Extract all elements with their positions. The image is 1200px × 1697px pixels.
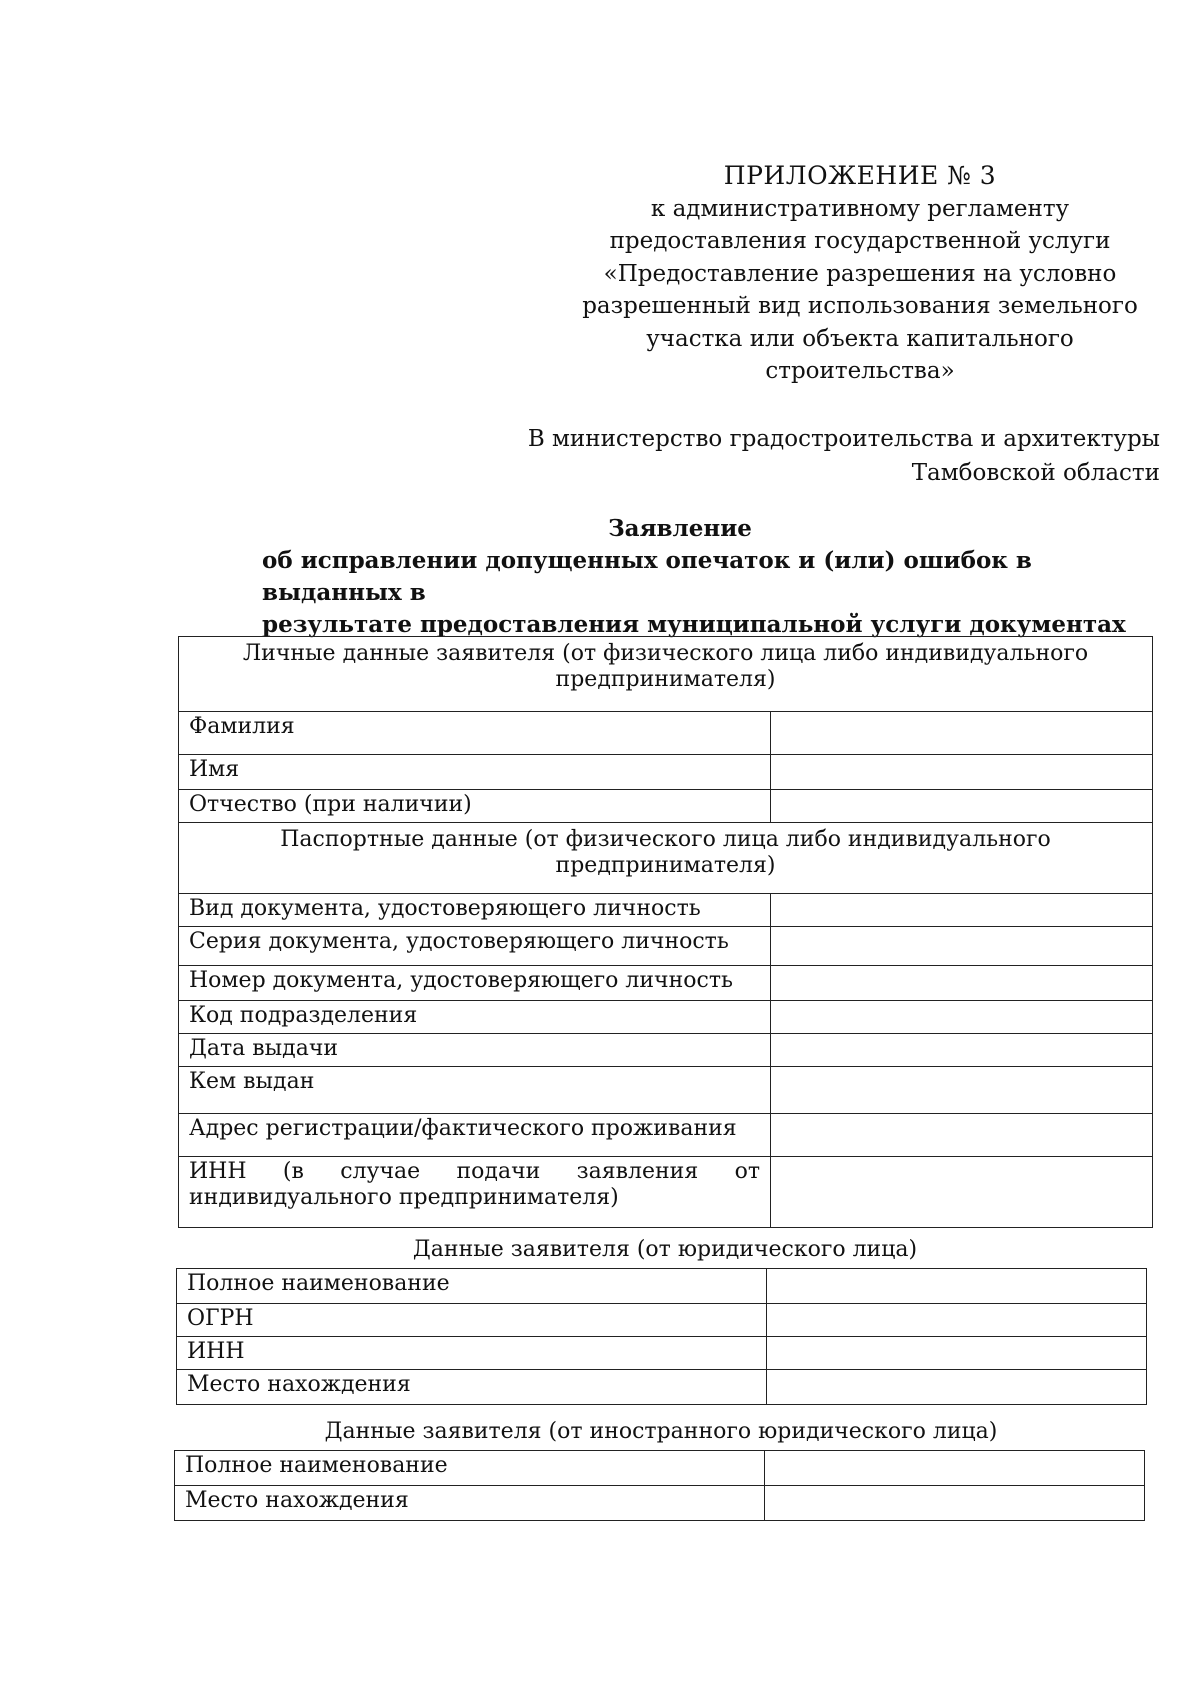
field-value-address[interactable] bbox=[771, 1114, 1153, 1157]
appendix-line: разрешенный вид использования земельного bbox=[582, 293, 1138, 319]
appendix-header bbox=[560, 160, 1160, 388]
appendix-line: «Предоставление разрешения на условно bbox=[603, 260, 1117, 287]
addressee-line-1: В министерство градостроительства и архитектуры bbox=[527, 426, 1160, 452]
table-row bbox=[175, 1486, 1145, 1521]
addressee-block bbox=[500, 422, 1160, 490]
field-value-inn-ip[interactable] bbox=[771, 1157, 1153, 1228]
field-value-division-code[interactable] bbox=[771, 1001, 1153, 1034]
appendix-line: предоставления государственной услуги bbox=[609, 228, 1111, 254]
personal-data-table bbox=[178, 636, 1153, 1228]
field-value-inn[interactable] bbox=[767, 1337, 1147, 1370]
field-label-doc-type: Вид документа, удостоверяющего личность bbox=[179, 894, 771, 927]
table-row bbox=[179, 823, 1153, 894]
field-value-surname[interactable] bbox=[771, 712, 1153, 755]
field-label-full-name: Полное наименование bbox=[177, 1269, 767, 1304]
table-row bbox=[179, 966, 1153, 1001]
field-value-issued-by[interactable] bbox=[771, 1067, 1153, 1114]
addressee-line-2: Тамбовской области bbox=[911, 460, 1160, 486]
field-value-patronymic[interactable] bbox=[771, 790, 1153, 823]
section-header-passport: Паспортные данные (от физического лица либо индивидуального предпринимателя) bbox=[179, 823, 1153, 894]
table-row bbox=[179, 790, 1153, 823]
field-label-ogrn: ОГРН bbox=[177, 1304, 767, 1337]
field-label-patronymic: Отчество (при наличии) bbox=[179, 790, 771, 823]
table-row bbox=[177, 1269, 1147, 1304]
field-value-doc-type[interactable] bbox=[771, 894, 1153, 927]
field-value-ogrn[interactable] bbox=[767, 1304, 1147, 1337]
table-row bbox=[179, 1067, 1153, 1114]
legal-entity-caption: Данные заявителя (от юридического лица) bbox=[412, 1237, 918, 1262]
table-row bbox=[179, 927, 1153, 966]
field-label-name: Имя bbox=[179, 755, 771, 790]
table-row bbox=[177, 1370, 1147, 1405]
field-label-foreign-full-name: Полное наименование bbox=[175, 1451, 765, 1486]
field-value-issue-date[interactable] bbox=[771, 1034, 1153, 1067]
table-row bbox=[179, 712, 1153, 755]
section-header-personal: Личные данные заявителя (от физического лица либо индивидуального предпринимателя) bbox=[179, 637, 1153, 712]
table-row bbox=[179, 1001, 1153, 1034]
field-label-issue-date: Дата выдачи bbox=[179, 1034, 771, 1067]
field-value-location[interactable] bbox=[767, 1370, 1147, 1405]
field-label-inn: ИНН bbox=[177, 1337, 767, 1370]
table-row bbox=[179, 637, 1153, 712]
document-title bbox=[250, 513, 1170, 641]
document-title-line-2: об исправлении допущенных опечаток и (или) ошибок в выданных в bbox=[262, 547, 1032, 606]
foreign-entity-table bbox=[174, 1450, 1145, 1521]
table-row bbox=[175, 1451, 1145, 1486]
document-title-line-3: результате предоставления муниципальной услуги документах bbox=[262, 611, 1126, 638]
field-label-address: Адрес регистрации/фактического проживания bbox=[179, 1114, 771, 1157]
field-value-doc-number[interactable] bbox=[771, 966, 1153, 1001]
field-label-division-code: Код подразделения bbox=[179, 1001, 771, 1034]
table-row bbox=[179, 1114, 1153, 1157]
table-row bbox=[179, 1034, 1153, 1067]
table-row bbox=[177, 1304, 1147, 1337]
table-row bbox=[179, 1157, 1153, 1228]
document-title-line-1: Заявление bbox=[608, 515, 752, 542]
field-label-issued-by: Кем выдан bbox=[179, 1067, 771, 1114]
field-value-foreign-full-name[interactable] bbox=[765, 1451, 1145, 1486]
appendix-line: участка или объекта капитального bbox=[646, 325, 1074, 352]
appendix-line: строительства» bbox=[765, 358, 955, 384]
field-label-doc-series: Серия документа, удостоверяющего личность bbox=[179, 927, 771, 966]
appendix-line: к административному регламенту bbox=[650, 195, 1070, 222]
field-value-full-name[interactable] bbox=[767, 1269, 1147, 1304]
field-value-foreign-location[interactable] bbox=[765, 1486, 1145, 1521]
field-label-inn-ip: ИНН (в случае подачи заявления от индивидуального предпринимателя) bbox=[179, 1157, 771, 1228]
field-value-name[interactable] bbox=[771, 755, 1153, 790]
field-label-location: Место нахождения bbox=[177, 1370, 767, 1405]
foreign-entity-caption: Данные заявителя (от иностранного юридического лица) bbox=[324, 1419, 998, 1444]
field-label-surname: Фамилия bbox=[179, 712, 771, 755]
table-row bbox=[179, 755, 1153, 790]
field-value-doc-series[interactable] bbox=[771, 927, 1153, 966]
appendix-title: ПРИЛОЖЕНИЕ № 3 bbox=[723, 161, 997, 190]
table-row bbox=[177, 1337, 1147, 1370]
field-label-doc-number: Номер документа, удостоверяющего личность bbox=[179, 966, 771, 1001]
table-row bbox=[179, 894, 1153, 927]
legal-entity-table bbox=[176, 1268, 1147, 1405]
field-label-foreign-location: Место нахождения bbox=[175, 1486, 765, 1521]
